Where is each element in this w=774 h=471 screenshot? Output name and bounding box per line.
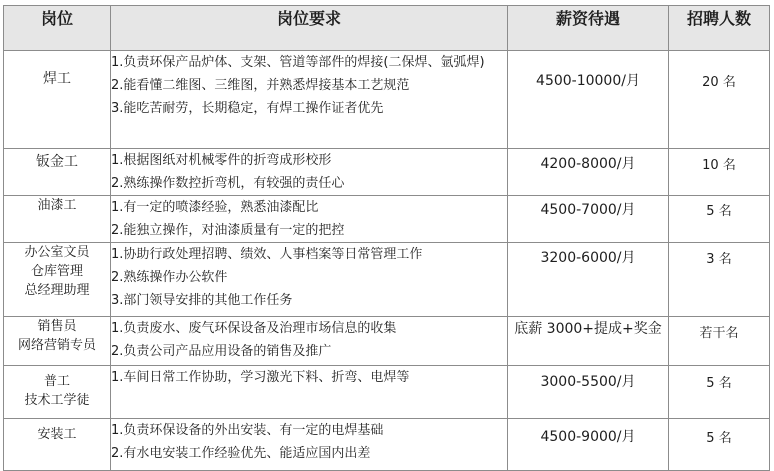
header-salary: 薪资待遇 xyxy=(508,6,669,51)
requirement-line: 2.熟练操作办公软件 xyxy=(111,270,228,285)
table-row xyxy=(4,51,770,149)
requirements-cell xyxy=(111,366,508,419)
salary-cell: 4500-7000/月 xyxy=(508,196,669,243)
salary-cell: 3200-6000/月 xyxy=(508,243,669,317)
table-row xyxy=(4,243,770,317)
requirement-line: 3.部门领导安排的其他工作任务 xyxy=(111,293,293,308)
position-name: 安装工 xyxy=(37,427,77,442)
table-row xyxy=(4,317,770,366)
requirement-line: 1.根据图纸对机械零件的折弯成形校形 xyxy=(111,153,332,168)
requirements-cell xyxy=(111,419,508,471)
header-count: 招聘人数 xyxy=(669,6,770,51)
salary-cell: 4200-8000/月 xyxy=(508,149,669,196)
position-cell xyxy=(4,149,111,196)
table-row xyxy=(4,149,770,196)
requirements-cell xyxy=(111,317,508,366)
position-cell xyxy=(4,196,111,243)
position-cell xyxy=(4,366,111,419)
position-name: 网络营销专员 xyxy=(17,338,96,353)
salary-cell: 底薪 3000+提成+奖金 xyxy=(508,317,669,366)
recruitment-table xyxy=(3,5,770,471)
requirement-line: 1.协助行政处理招聘、绩效、人事档案等日常管理工作 xyxy=(111,247,423,262)
position-name: 技术工学徒 xyxy=(24,393,90,408)
header-position: 岗位 xyxy=(4,6,111,51)
table-row xyxy=(4,419,770,471)
requirements-cell xyxy=(111,149,508,196)
header-row xyxy=(4,6,770,51)
table-row xyxy=(4,366,770,419)
header-requirements: 岗位要求 xyxy=(111,6,508,51)
requirement-line: 2.有水电安装工作经验优先、能适应国内出差 xyxy=(111,446,371,461)
salary-cell: 3000-5500/月 xyxy=(508,366,669,419)
position-name: 销售员 xyxy=(37,319,77,334)
position-cell xyxy=(4,243,111,317)
position-cell xyxy=(4,51,111,149)
requirements-cell xyxy=(111,51,508,149)
salary-cell: 4500-10000/月 xyxy=(508,51,669,149)
position-name: 钣金工 xyxy=(36,154,78,170)
position-cell xyxy=(4,419,111,471)
position-name: 焊工 xyxy=(43,71,71,87)
count-cell: 5 名 xyxy=(669,196,770,243)
position-name: 普工 xyxy=(43,374,70,389)
position-name: 仓库管理 xyxy=(30,264,83,279)
count-cell: 若干名 xyxy=(669,317,770,366)
position-cell xyxy=(4,317,111,366)
requirement-line: 1.有一定的喷漆经验，熟悉油漆配比 xyxy=(111,200,319,215)
count-cell: 5 名 xyxy=(669,419,770,471)
position-name: 总经理助理 xyxy=(24,283,90,298)
requirement-line: 1.负责环保设备的外出安装、有一定的电焊基础 xyxy=(111,423,384,438)
requirement-line: 2.熟练操作数控折弯机，有较强的责任心 xyxy=(111,176,345,191)
count-cell: 3 名 xyxy=(669,243,770,317)
requirement-line: 1.负责废水、废气环保设备及治理市场信息的收集 xyxy=(111,321,397,336)
requirement-line: 2.能独立操作，对油漆质量有一定的把控 xyxy=(111,223,345,238)
requirements-cell xyxy=(111,243,508,317)
requirement-line: 1.车间日常工作协助，学习激光下料、折弯、电焊等 xyxy=(111,370,410,385)
position-name: 办公室文员 xyxy=(24,245,90,260)
requirement-line: 2.能看懂二维图、三维图，并熟悉焊接基本工艺规范 xyxy=(111,78,410,93)
position-name: 油漆工 xyxy=(37,198,77,213)
requirement-line: 2.负责公司产品应用设备的销售及推广 xyxy=(111,344,332,359)
requirement-line: 3.能吃苦耐劳，长期稳定，有焊工操作证者优先 xyxy=(111,101,384,116)
requirements-cell xyxy=(111,196,508,243)
count-cell: 10 名 xyxy=(669,149,770,196)
salary-cell: 4500-9000/月 xyxy=(508,419,669,471)
table-row xyxy=(4,196,770,243)
count-cell: 5 名 xyxy=(669,366,770,419)
requirement-line: 1.负责环保产品炉体、支架、管道等部件的焊接(二保焊、氩弧焊) xyxy=(111,55,485,70)
count-cell: 20 名 xyxy=(669,51,770,149)
